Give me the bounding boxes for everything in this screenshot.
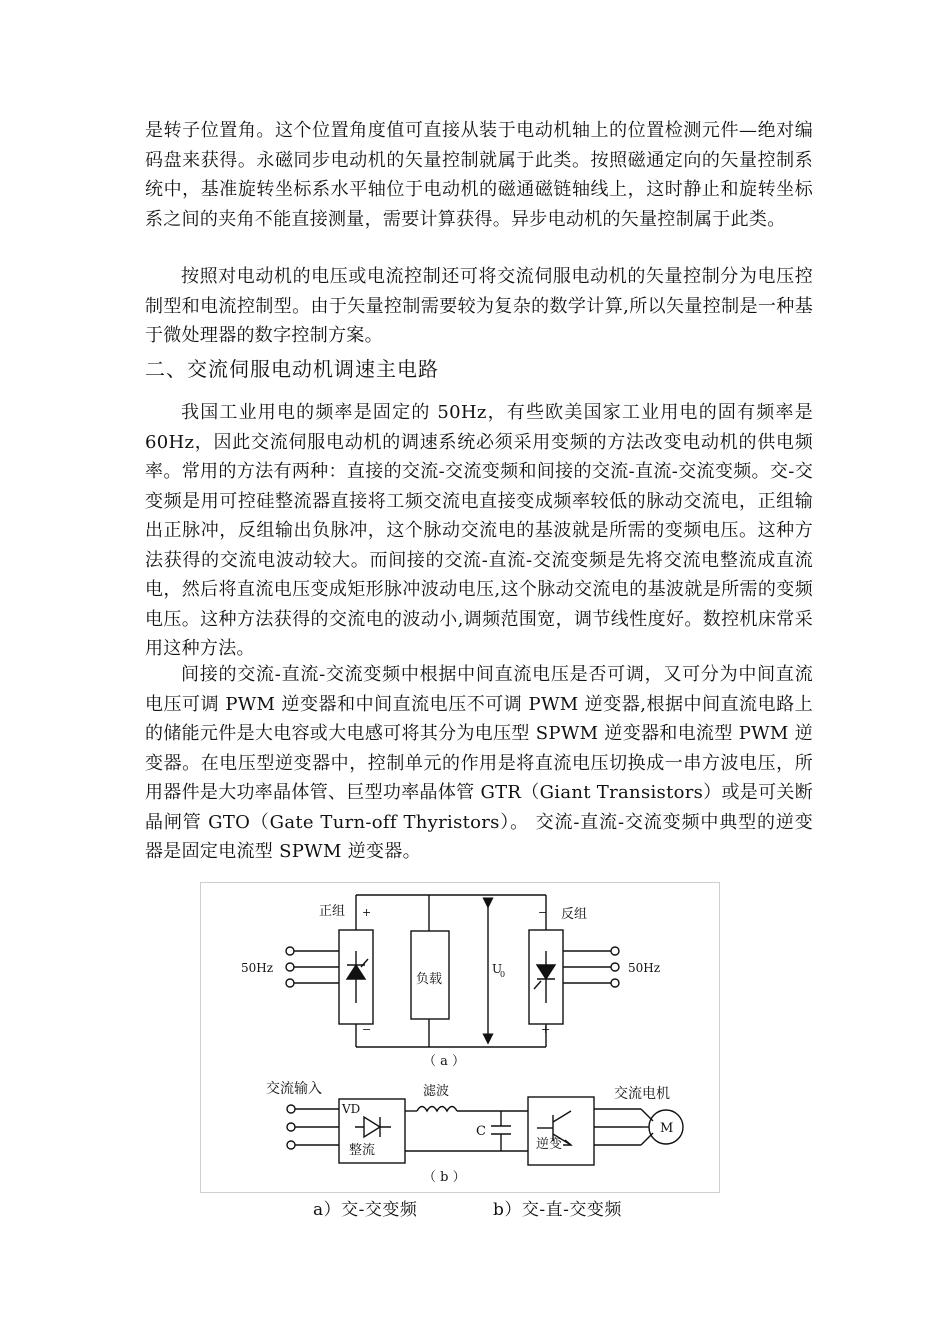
svg-text:−: −	[538, 906, 548, 919]
motor-title-label: 交流电机	[614, 1086, 670, 1102]
diode-icon	[355, 1117, 391, 1137]
input-frequency-right: 50Hz	[628, 961, 661, 975]
reverse-group-label: 反组	[561, 907, 588, 922]
capacitor-label: C	[476, 1124, 486, 1139]
section-heading: 二、交流伺服电动机调速主电路	[145, 357, 439, 381]
paragraph-pwm-inverter: 间接的交流-直流-交流变频中根据中间直流电压是否可调，又可分为中间直流电压可调 PWM 逆变器和中间直流电压不可调 PWM 逆变器,根据中间直流电路上的储能元件是大电容或大电感可将其分为电压型 SPWM 逆变器和电流型 PWM 逆变器。在电压型逆变器中，控制单元的作用是将直流电压切换成一串方波电压，所用器件是大功率晶体管、巨型功率晶体管 GTR（Giant Transistors）或是可关断晶闸管 GTO（Gate Turn-off Thyristors）。 交流-直流-交流变频中典型的逆变器是固定电流型 SPWM 逆变器。	[145, 664, 813, 862]
svg-text:−: −	[362, 1023, 372, 1036]
subfigure-b-label: （ b ）	[423, 1170, 466, 1185]
caption-a: a）交-交变频	[313, 1200, 418, 1220]
motor-label: M	[660, 1121, 674, 1136]
load-label: 负载	[416, 972, 443, 987]
input-frequency-left: 50Hz	[241, 961, 274, 975]
circuit-figure	[200, 882, 720, 1193]
caption-b: b）交-直-交变频	[493, 1200, 622, 1220]
svg-text:0: 0	[500, 970, 506, 979]
filter-inductor	[417, 1107, 457, 1112]
paragraph-voltage-current-control: 按照对电动机的电压或电流控制还可将交流伺服电动机的矢量控制分为电压控制型和电流控制型。由于矢量控制需要较为复杂的数学计算,所以矢量控制是一种基于微处理器的数字控制方案。	[145, 266, 813, 346]
paragraph-vector-control-angle: 是转子位置角。这个位置角度值可直接从装于电动机轴上的位置检测元件—绝对编码盘来获得。永磁同步电动机的矢量控制就属于此类。按照磁通定向的矢量控制系统中，基准旋转坐标系水平轴位于电动机的磁通磁链轴线上，这时静止和旋转坐标系之间的夹角不能直接测量，需要计算获得。异步电动机的矢量控制属于此类。	[145, 120, 813, 230]
reverse-thyristor-icon	[534, 951, 555, 1003]
filter-label: 滤波	[423, 1084, 450, 1099]
forward-group-label: 正组	[319, 904, 346, 919]
svg-text:+: +	[362, 906, 372, 919]
rectifier-label: 整流	[349, 1143, 376, 1158]
vd-label: VD	[342, 1102, 361, 1116]
subfigure-a-label: （ a ）	[423, 1054, 466, 1069]
inverter-label: 逆变	[536, 1137, 563, 1152]
paragraph-frequency-conversion: 我国工业用电的频率是固定的 50Hz，有些欧美国家工业用电的固有频率是 60Hz，因此交流伺服电动机的调速系统必须采用变频的方法改变电动机的供电频率。常用的方法有两种：直接的交流-交流变频和间接的交流-直流-交流变频。交-交变频是用可控硅整流器直接将工频交流电直接变成频率较低的脉动交流电，正组输出正脉冲，反组输出负脉冲，这个脉动交流电的基波就是所需的变频电压。这种方法获得的交流电波动较大。而间接的交流-直流-交流变频是先将交流电整流成直流电，然后将直流电压变成矩形脉冲波动电压,这个脉动交流电的基波就是所需的变频电压。这种方法获得的交流电的波动小,调频范围宽，调节线性度好。数控机床常采用这种方法。	[145, 402, 813, 659]
voltage-label: U	[492, 962, 503, 976]
ac-input-label: 交流输入	[266, 1081, 322, 1097]
circuit-diagram	[201, 883, 721, 1194]
forward-thyristor-icon	[347, 951, 368, 1003]
svg-text:+: +	[541, 1023, 551, 1036]
inverter-box	[528, 1097, 594, 1165]
